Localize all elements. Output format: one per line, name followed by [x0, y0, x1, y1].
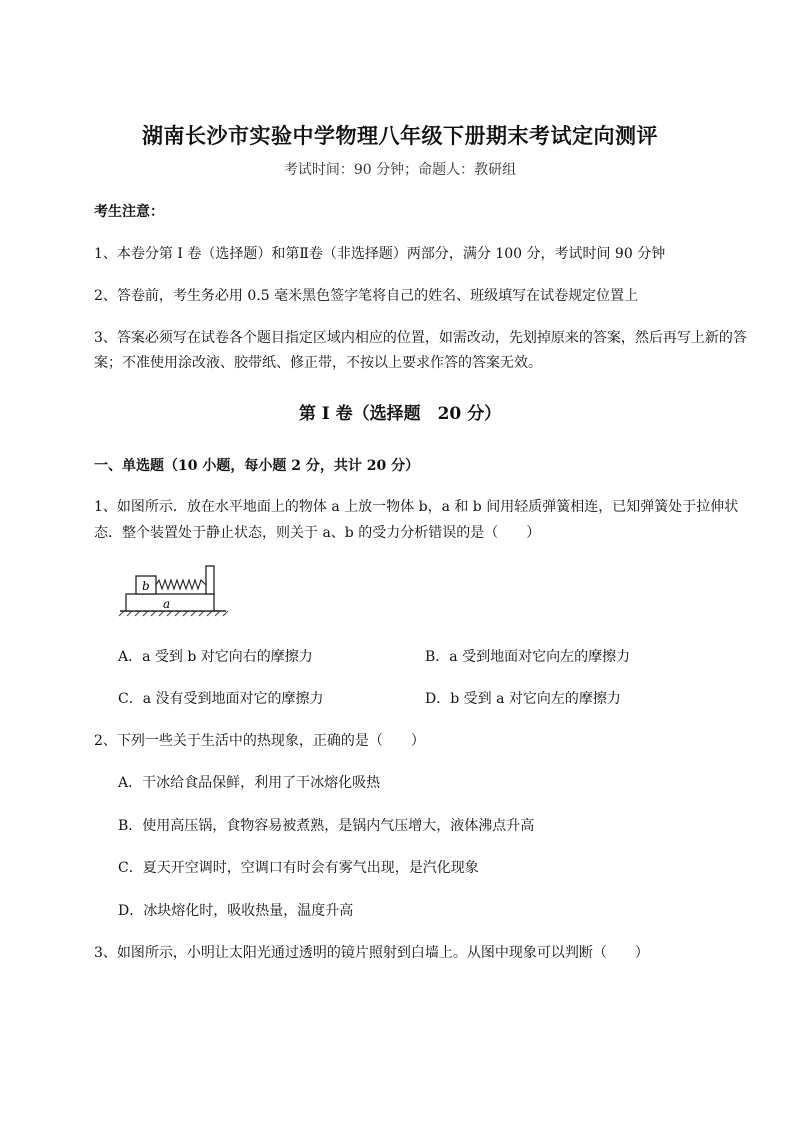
wall-post	[206, 566, 214, 594]
question-1-stem-line2: 态．整个装置处于静止状态，则关于 a、b 的受力分析错误的是（ ）	[94, 525, 541, 541]
exam-title: 湖南长沙市实验中学物理八年级下册期末考试定向测评	[142, 123, 658, 148]
spring-blocks-figure	[118, 563, 230, 617]
question-2-stem: 2、下列一些关于生活中的热现象，正确的是（ ）	[94, 733, 425, 749]
section-title: 第 I 卷（选择题 20 分）	[298, 404, 502, 424]
exam-subtitle: 考试时间：90 分钟；命题人：教研组	[283, 162, 517, 178]
question-2-option-c[interactable]: C．夏天开空调时，空调口有时会有雾气出现，是汽化现象	[118, 860, 479, 876]
question-1-stem-line1: 1、如图所示．放在水平地面上的物体 a 上放一物体 b，a 和 b 间用轻质弹簧相连，已知弹簧处于拉伸状	[94, 499, 739, 515]
question-2-option-d[interactable]: D．冰块熔化时，吸收热量，温度升高	[118, 903, 354, 919]
question-1-option-c[interactable]: C．a 没有受到地面对它的摩擦力	[118, 691, 324, 707]
label-b: b	[142, 579, 150, 593]
spring	[156, 580, 206, 589]
question-1-option-a[interactable]: A．a 受到 b 对它向右的摩擦力	[118, 649, 313, 665]
part-title: 一、单选题（10 小题，每小题 2 分，共计 20 分）	[94, 458, 420, 474]
notes-heading: 考生注意：	[94, 204, 164, 220]
question-3-stem: 3、如图所示，小明让太阳光通过透明的镜片照射到白墙上。从图中现象可以判断（ ）	[94, 945, 649, 961]
question-1-option-d[interactable]: D．b 受到 a 对它向左的摩擦力	[425, 691, 621, 707]
ground-hatch	[119, 611, 228, 616]
question-2-option-a[interactable]: A．干冰给食品保鲜，利用了干冰熔化吸热	[118, 775, 381, 791]
note-item-1: 1、本卷分第 I 卷（选择题）和第Ⅱ卷（非选择题）两部分，满分 100 分，考试时间 90 分钟	[94, 246, 666, 262]
label-a: a	[163, 597, 171, 611]
note-item-3: 3、答案必须写在试卷各个题目指定区域内相应的位置，如需改动，先划掉原来的答案，然后再写上新的答案；不准使用涂改液、胶带纸、修正带，不按以上要求作答的答案无效。	[94, 330, 747, 371]
note-item-2: 2、答卷前，考生务必用 0.5 毫米黑色签字笔将自己的姓名、班级填写在试卷规定位置上	[94, 288, 639, 304]
question-2-option-b[interactable]: B．使用高压锅，食物容易被煮熟，是锅内气压增大，液体沸点升高	[118, 818, 535, 834]
question-1-option-b[interactable]: B．a 受到地面对它向左的摩擦力	[425, 649, 631, 665]
